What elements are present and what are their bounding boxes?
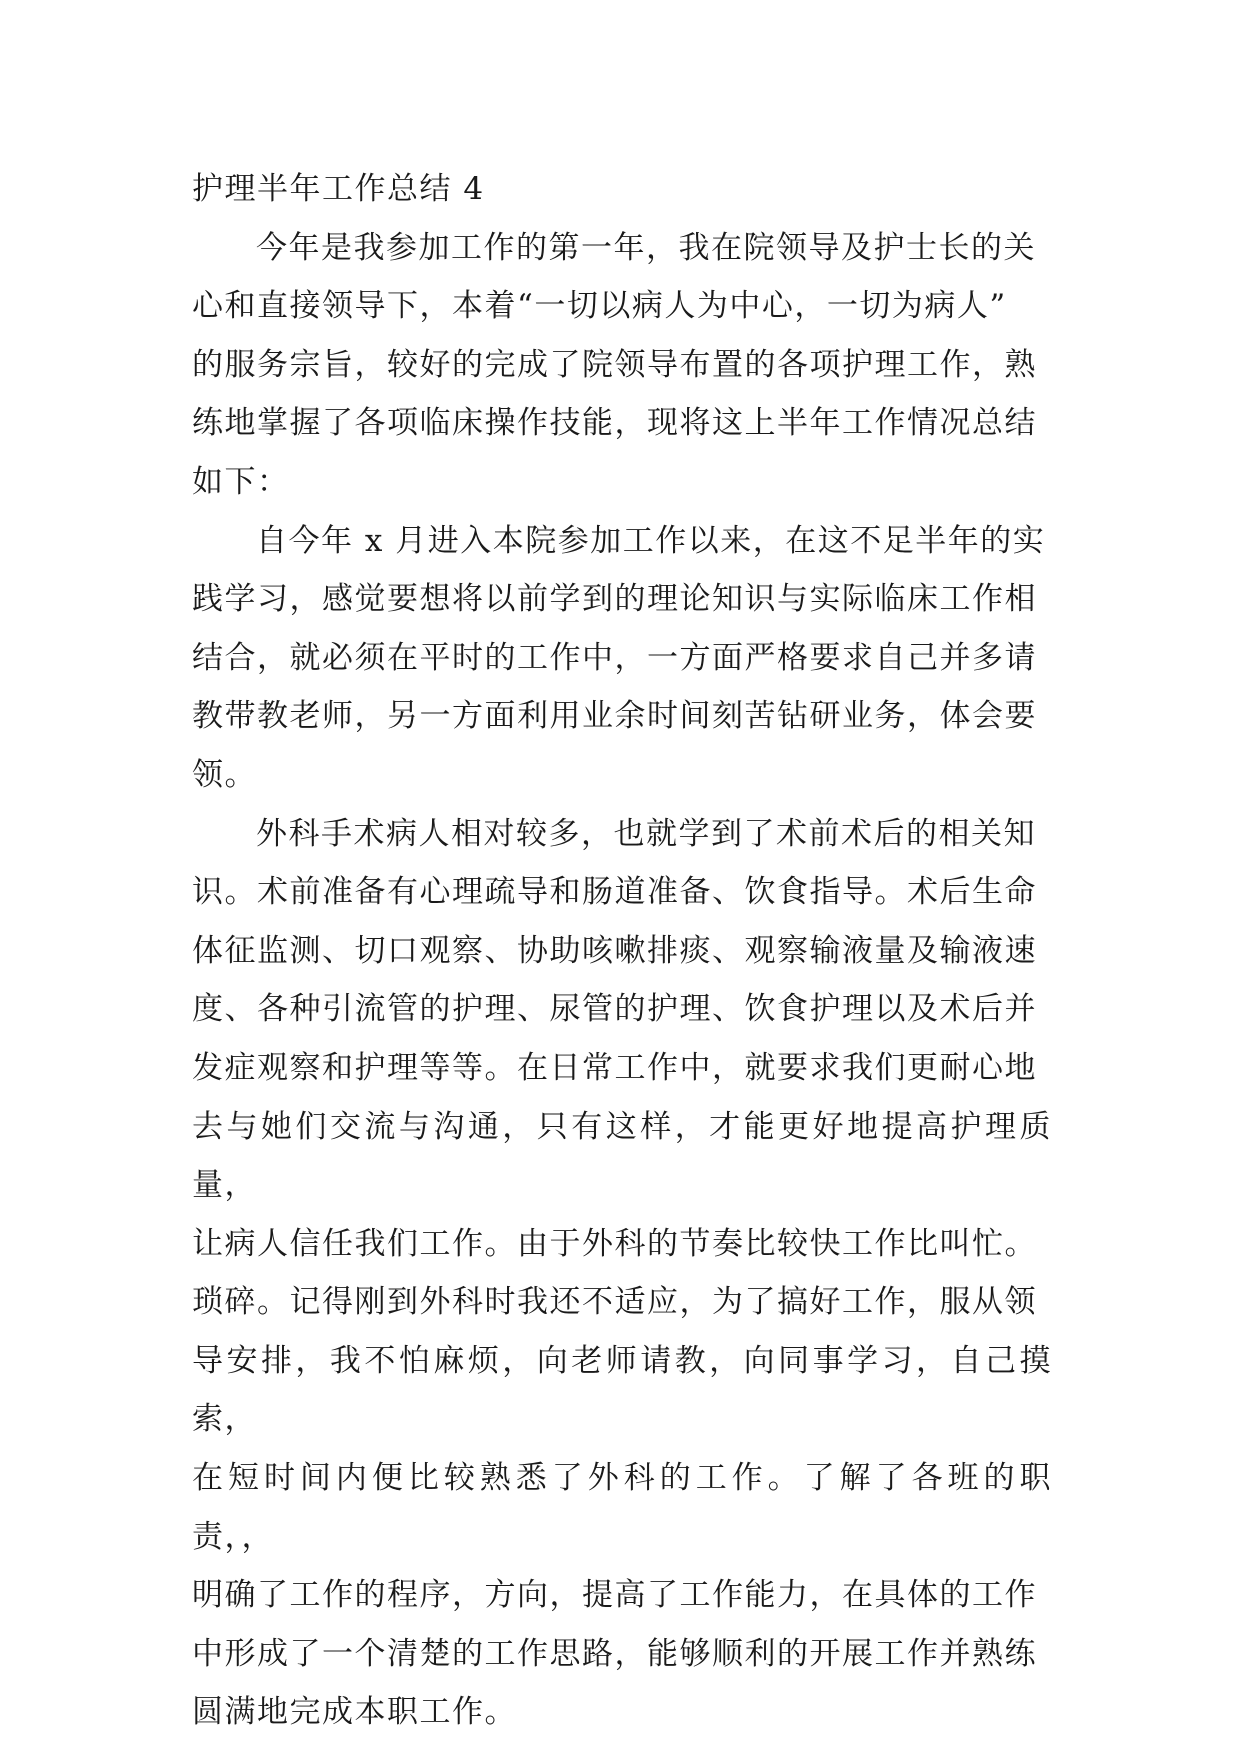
paragraph-line: 圆满地完成本职工作。 <box>192 1694 517 1731</box>
paragraph-line: 结合，就必须在平时的工作中，一方面严格要求自己并多请 <box>192 639 1037 676</box>
paragraph-line: 琐碎。记得刚到外科时我还不适应，为了搞好工作，服从领 <box>192 1284 1037 1321</box>
paragraph-line: 明确了工作的程序，方向，提高了工作能力，在具体的工作 <box>192 1577 1037 1614</box>
paragraph-line: 自今年 x 月进入本院参加工作以来，在这不足半年的实 <box>256 522 1046 559</box>
paragraph-line: 今年是我参加工作的第一年，我在院领导及护士长的关 <box>256 229 1036 266</box>
paragraph-line: 教带教老师，另一方面利用业余时间刻苦钻研业务，体会要 <box>192 698 1037 735</box>
paragraph-line: 如下： <box>192 463 290 500</box>
paragraph-3 <box>192 805 1052 1743</box>
paragraph-line: 的服务宗旨，较好的完成了院领导布置的各项护理工作，熟 <box>192 346 1037 383</box>
paragraph-line: 中形成了一个清楚的工作思路，能够顺利的开展工作并熟练 <box>192 1635 1037 1672</box>
paragraph-line: 外科手术病人相对较多，也就学到了术前术后的相关知 <box>256 815 1036 852</box>
paragraph-line: 导安排，我不怕麻烦，向老师请教，向同事学习，自己摸索， <box>192 1342 1052 1438</box>
document-body <box>192 160 1052 1742</box>
paragraph-line: 领。 <box>192 756 257 793</box>
paragraph-line: 度、各种引流管的护理、尿管的护理、饮食护理以及术后并 <box>192 991 1037 1028</box>
paragraph-2 <box>192 512 1052 805</box>
document-title: 护理半年工作总结 4 <box>192 171 485 207</box>
paragraph-line: 心和直接领导下，本着“一切以病人为中心，一切为病人” <box>192 288 1007 325</box>
paragraph-line: 去与她们交流与沟通，只有这样，才能更好地提高护理质量， <box>192 1108 1052 1204</box>
paragraph-line: 在短时间内便比较熟悉了外科的工作。了解了各班的职责，， <box>192 1460 1052 1555</box>
paragraph-line: 练地掌握了各项临床操作技能，现将这上半年工作情况总结 <box>192 405 1037 442</box>
paragraph-line: 体征监测、切口观察、协助咳嗽排痰、观察输液量及输液速 <box>192 932 1037 969</box>
paragraph-line: 发症观察和护理等等。在日常工作中，就要求我们更耐心地 <box>192 1049 1037 1086</box>
paragraph-1 <box>192 219 1052 512</box>
paragraph-line: 识。术前准备有心理疏导和肠道准备、饮食指导。术后生命 <box>192 874 1037 911</box>
paragraph-line: 践学习，感觉要想将以前学到的理论知识与实际临床工作相 <box>192 581 1037 618</box>
paragraph-line: 让病人信任我们工作。由于外科的节奏比较快工作比叫忙。 <box>192 1225 1037 1262</box>
